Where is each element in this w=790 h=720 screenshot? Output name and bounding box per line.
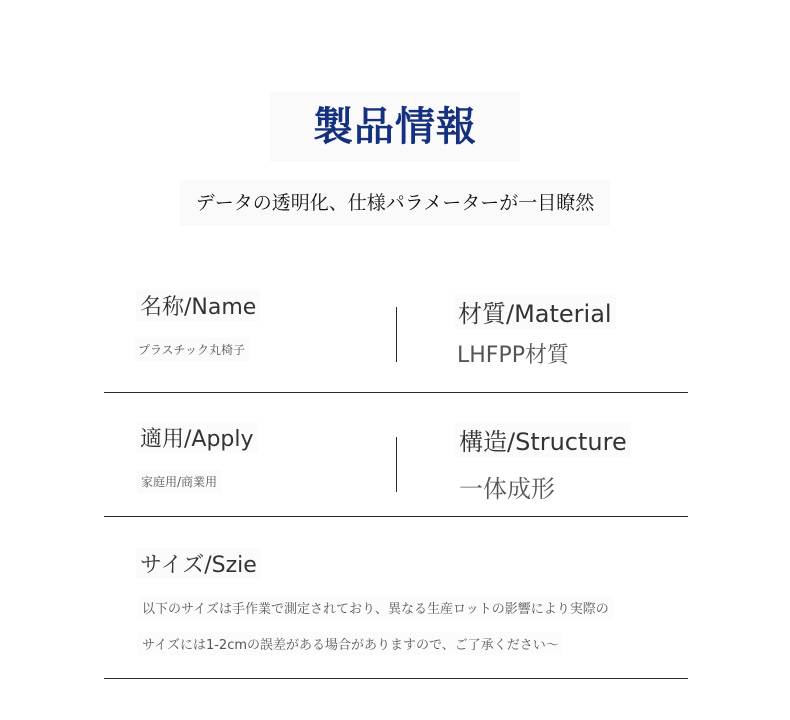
spec-label-name: 名称/Name	[136, 290, 260, 321]
spec-value-structure: 一体成形	[459, 475, 555, 503]
row-divider	[104, 516, 688, 517]
spec-value-material: LHFPP材質	[457, 343, 569, 368]
size-note-line-2: サイズには1-2cmの誤差がある場合がありますので、ご了承ください～	[138, 632, 563, 655]
size-note-line-1: 以下のサイズは手作業で測定されており、異なる生産ロットの影響により実際の	[138, 596, 613, 619]
spec-label-apply: 適用/Apply	[136, 422, 258, 453]
spec-value-name: プラスチック丸椅子	[134, 338, 249, 361]
column-divider	[396, 307, 397, 362]
row-divider	[104, 392, 688, 393]
spec-label-structure: 構造/Structure	[455, 422, 631, 457]
page-subtitle: データの透明化、仕様パラメーターが一目瞭然	[180, 180, 610, 226]
spec-label-material: 材質/Material	[454, 294, 616, 329]
row-divider	[104, 678, 688, 679]
spec-value-apply: 家庭用/商業用	[137, 470, 221, 493]
spec-label-size: サイズ/Szie	[136, 548, 261, 579]
column-divider	[396, 437, 397, 492]
page-title: 製品情報	[270, 92, 520, 162]
